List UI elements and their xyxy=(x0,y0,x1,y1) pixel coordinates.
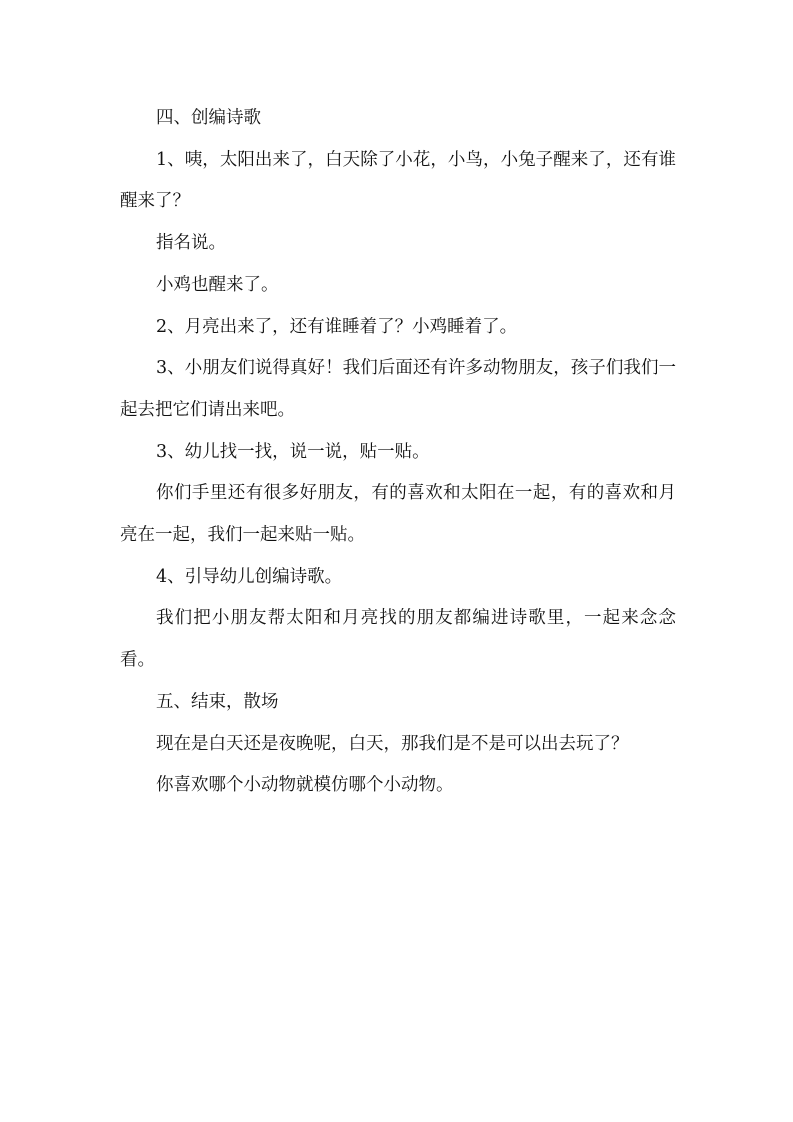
document-body xyxy=(120,98,676,807)
paragraph-step-1: 1、咦，太阳出来了，白天除了小花，小鸟，小兔子醒来了，还有谁醒来了？ xyxy=(120,149,676,212)
paragraph-day-or-night: 现在是白天还是夜晚呢，白天，那我们是不是可以出去玩了？ xyxy=(156,733,629,754)
paragraph-step-3-praise: 3、小朋友们说得真好！我们后面还有许多动物朋友，孩子们我们一起去把它们请出来吧。 xyxy=(120,358,676,420)
paragraph-step-4: 4、引导幼儿创编诗歌。 xyxy=(156,566,343,587)
paragraph-compose: 我们把小朋友帮太阳和月亮找的朋友都编进诗歌里，一起来念念看。 xyxy=(120,608,676,671)
paragraph-step-3-find: 3、幼儿找一找，说一说，贴一贴。 xyxy=(156,441,430,462)
paragraph-friends: 你们手里还有很多好朋友，有的喜欢和太阳在一起，有的喜欢和月亮在一起，我们一起来贴一贴。 xyxy=(120,483,676,546)
paragraph-chick-awake: 小鸡也醒来了。 xyxy=(156,274,279,295)
section-heading-ending: 五、结束，散场 xyxy=(156,691,279,712)
paragraph-step-2: 2、月亮出来了，还有谁睡着了？小鸡睡着了。 xyxy=(156,316,518,337)
paragraph-call-on: 指名说。 xyxy=(156,233,226,254)
section-heading-create-poem: 四、创编诗歌 xyxy=(156,108,261,128)
paragraph-imitate: 你喜欢哪个小动物就模仿哪个小动物。 xyxy=(156,775,454,796)
